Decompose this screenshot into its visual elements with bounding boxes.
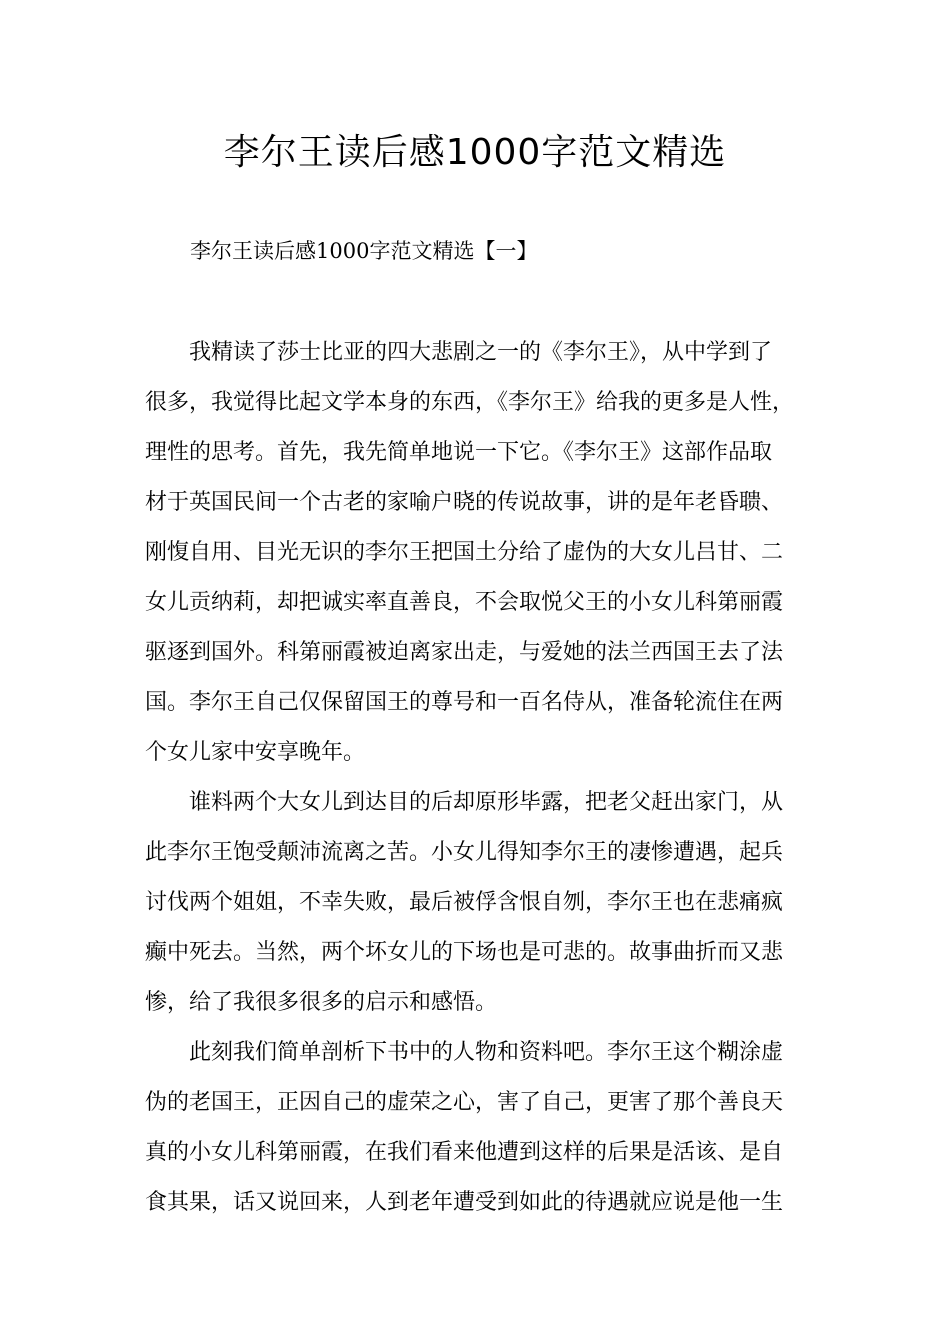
body-text bbox=[145, 328, 825, 1228]
text-line: 食其果，话又说回来，人到老年遭受到如此的待遇就应说是他一生 bbox=[145, 1190, 784, 1215]
text-line: 女儿贡纳莉，却把诚实率直善良，不会取悦父王的小女儿科第丽霞 bbox=[145, 590, 784, 615]
text-line: 惨，给了我很多很多的启示和感悟。 bbox=[145, 990, 498, 1015]
text-line: 癫中死去。当然，两个坏女儿的下场也是可悲的。故事曲折而又悲 bbox=[145, 940, 784, 965]
text-line: 谁料两个大女儿到达目的后却原形毕露，把老父赶出家门，从 bbox=[189, 790, 784, 815]
text-line: 我精读了莎士比亚的四大悲剧之一的《李尔王》，从中学到了 bbox=[189, 340, 773, 365]
section-heading: 李尔王读后感1000字范文精选【一】 bbox=[190, 239, 538, 263]
text-line: 个女儿家中安享晚年。 bbox=[145, 740, 366, 765]
text-line: 讨伐两个姐姐，不幸失败，最后被俘含恨自刎，李尔王也在悲痛疯 bbox=[145, 890, 784, 915]
text-line: 此李尔王饱受颠沛流离之苦。小女儿得知李尔王的凄惨遭遇，起兵 bbox=[145, 840, 784, 865]
text-line: 驱逐到国外。科第丽霞被迫离家出走，与爱她的法兰西国王去了法 bbox=[145, 640, 784, 665]
document-title: 李尔王读后感1000字范文精选 bbox=[223, 132, 727, 173]
text-line: 伪的老国王，正因自己的虚荣之心，害了自己，更害了那个善良天 bbox=[145, 1090, 784, 1115]
text-line: 很多，我觉得比起文学本身的东西，《李尔王》给我的更多是人性， bbox=[145, 390, 795, 415]
text-line: 国。李尔王自己仅保留国王的尊号和一百名侍从，准备轮流住在两 bbox=[145, 690, 784, 715]
text-line: 此刻我们简单剖析下书中的人物和资料吧。李尔王这个糊涂虚 bbox=[189, 1040, 784, 1065]
text-line: 刚愎自用、目光无识的李尔王把国土分给了虚伪的大女儿吕甘、二 bbox=[145, 540, 784, 565]
text-line: 材于英国民间一个古老的家喻户晓的传说故事，讲的是年老昏聩、 bbox=[145, 490, 784, 515]
text-line: 理性的思考。首先，我先简单地说一下它。《李尔王》这部作品取 bbox=[145, 440, 773, 465]
text-line: 真的小女儿科第丽霞，在我们看来他遭到这样的后果是活该、是自 bbox=[145, 1140, 784, 1165]
